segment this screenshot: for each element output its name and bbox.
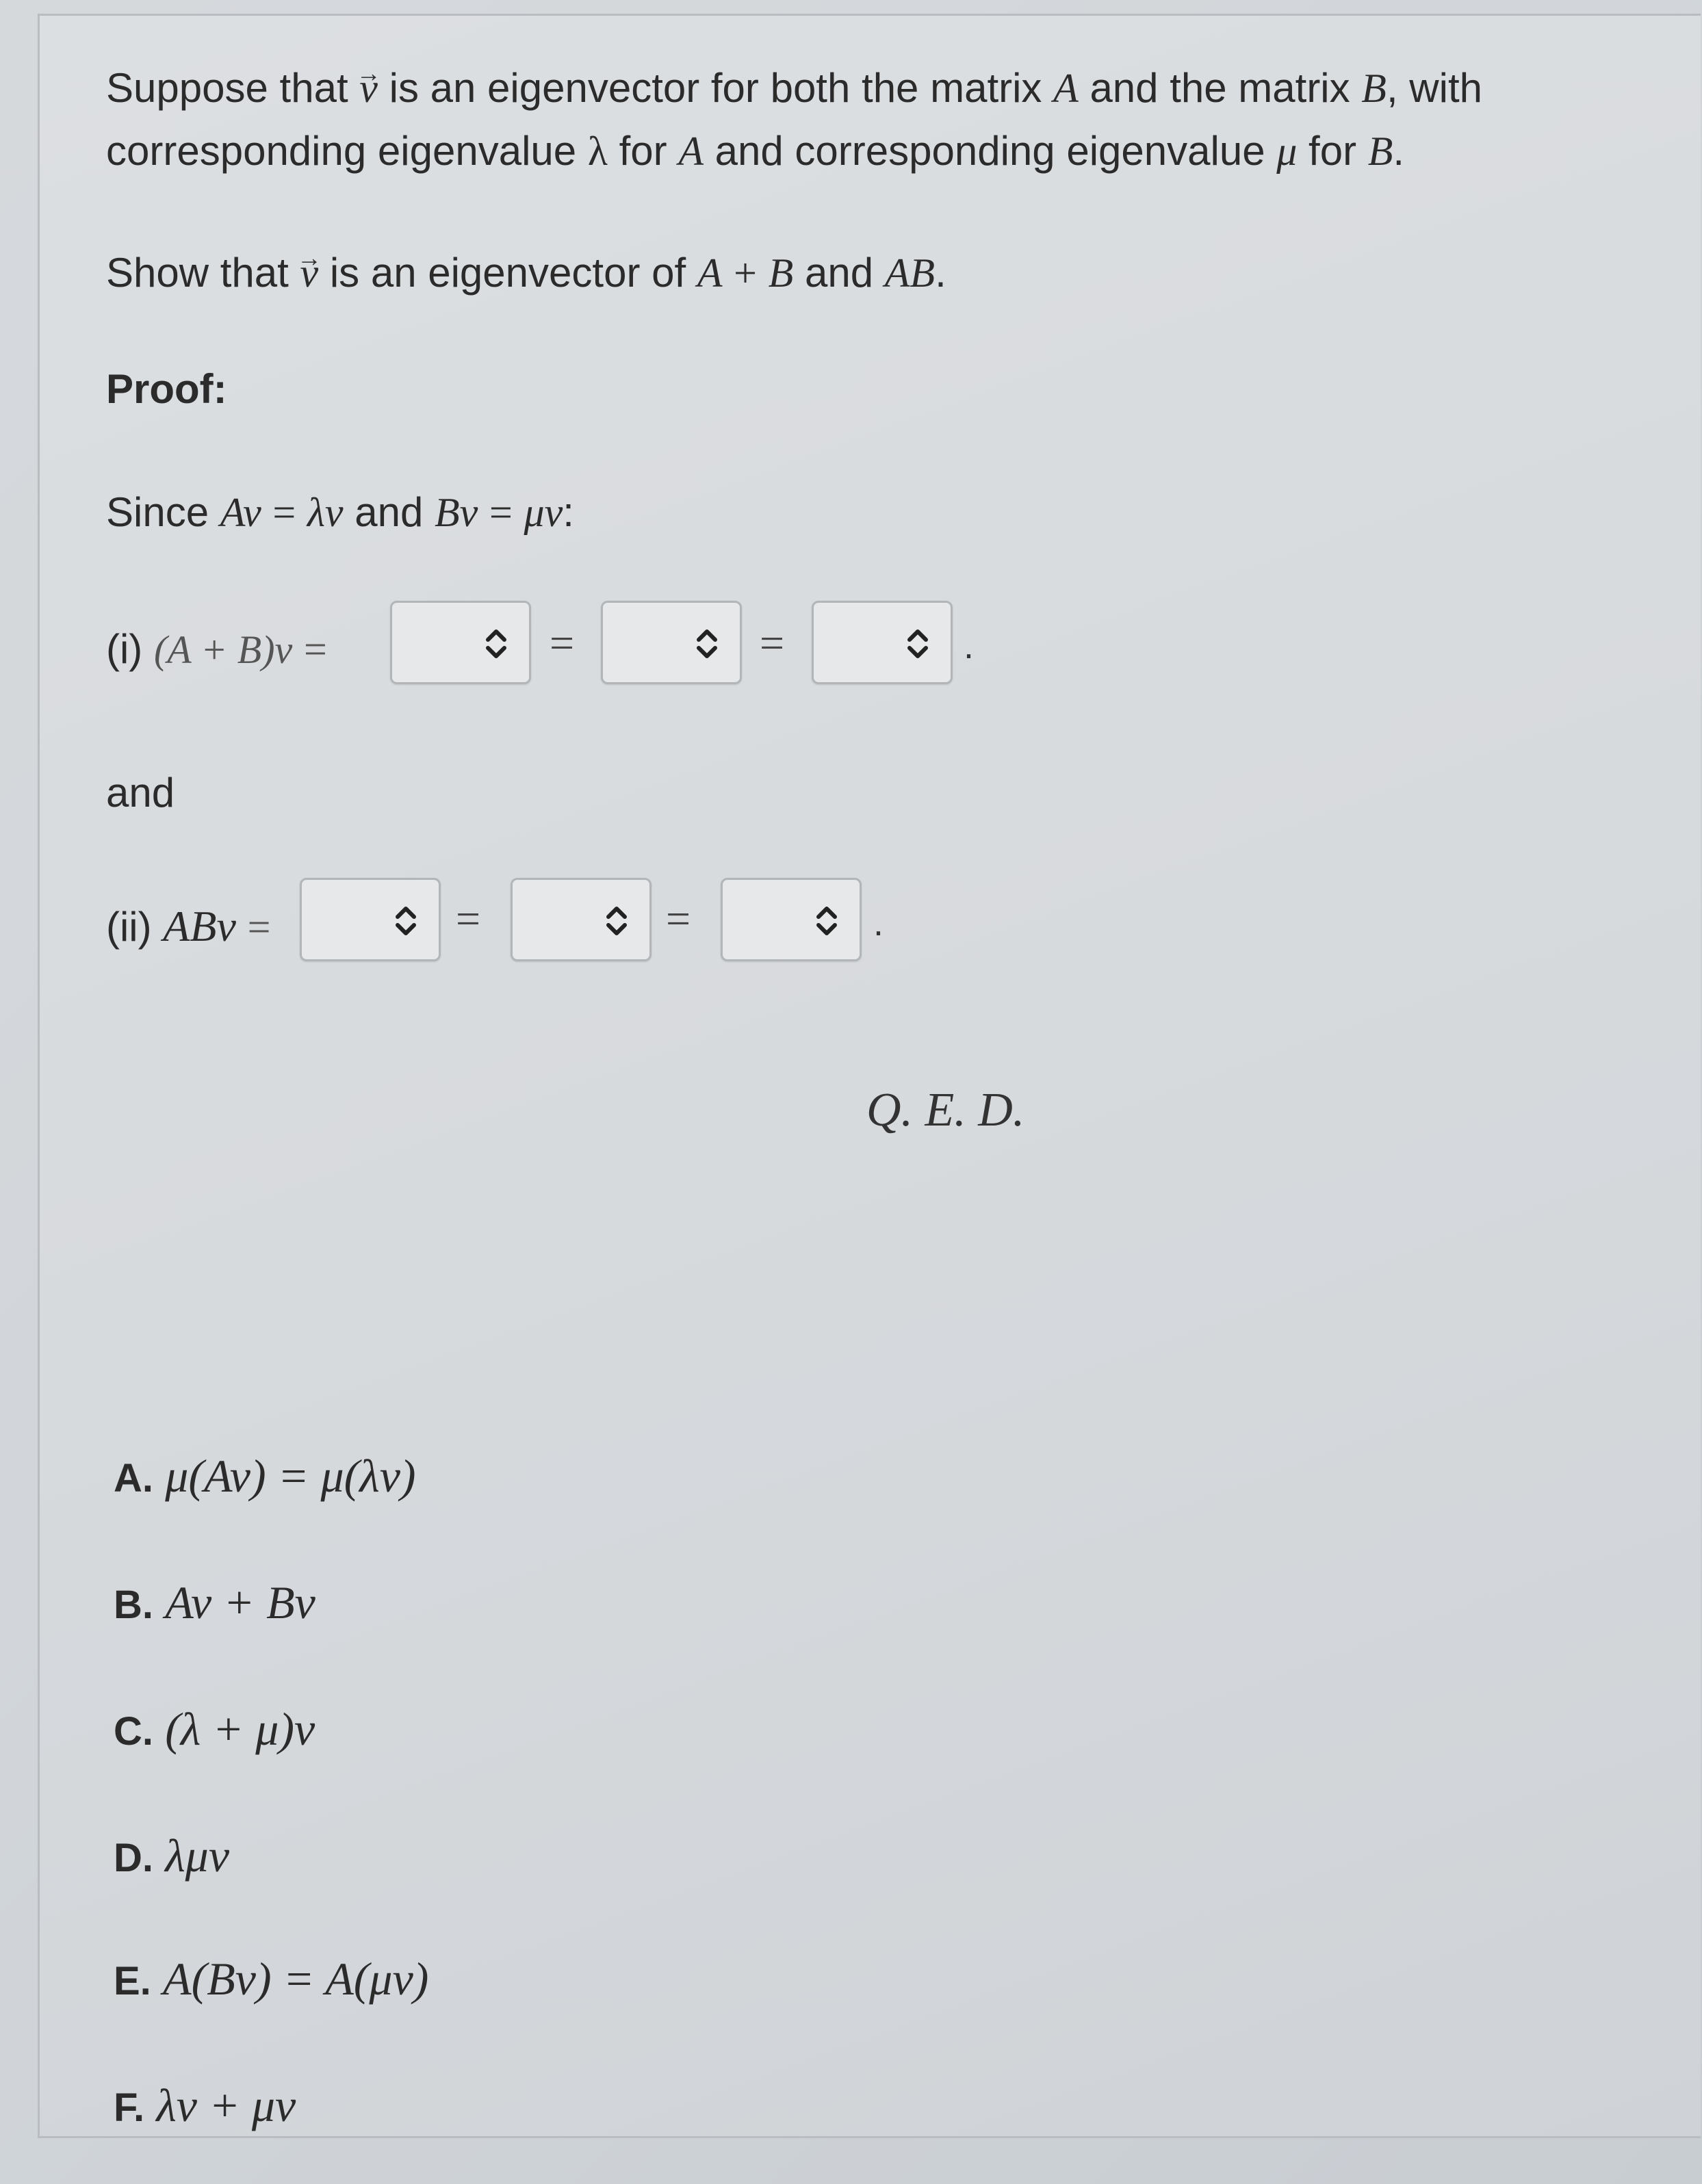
- equals-sign: =: [272, 490, 296, 535]
- step-i-label-row: [106, 618, 327, 681]
- mu-symbol: μ: [1276, 129, 1298, 174]
- step-i-label: (i): [106, 626, 143, 672]
- chevron-updown-icon: [693, 623, 721, 664]
- equals-sign: =: [666, 894, 691, 943]
- equals-sign: =: [456, 894, 481, 943]
- problem-text: .: [1393, 128, 1405, 174]
- plus-symbol: +: [734, 250, 757, 296]
- option-f: [114, 2079, 296, 2133]
- matrix-b: B: [768, 250, 794, 296]
- period: .: [873, 902, 884, 944]
- since-and: and: [354, 489, 424, 535]
- problem-text: , with: [1386, 65, 1482, 111]
- problem-text: for: [1308, 128, 1357, 174]
- problem-text: and: [804, 250, 874, 296]
- problem-line-1: [106, 57, 1482, 120]
- problem-text: and corresponding eigenvalue: [714, 128, 1265, 174]
- option-e: [114, 1952, 428, 2006]
- step-i-dropdown-1[interactable]: [390, 601, 531, 684]
- chevron-updown-icon: [813, 900, 840, 941]
- option-expression: (λ + μ)v: [165, 1703, 315, 1755]
- option-letter: B.: [114, 1583, 153, 1627]
- option-expression: A(Bv) = A(μv): [163, 1953, 429, 2005]
- vector-v: → v: [359, 57, 378, 120]
- equals-sign: =: [303, 627, 327, 672]
- problem-text: and the matrix: [1089, 65, 1350, 111]
- chevron-updown-icon: [603, 900, 630, 941]
- problem-text: .: [935, 250, 946, 296]
- step-i-lhs: (A + B)v: [153, 627, 293, 672]
- option-letter: D.: [114, 1836, 153, 1880]
- show-statement: [106, 242, 946, 304]
- option-expression: λv + μv: [156, 2079, 296, 2131]
- chevron-updown-icon: [904, 623, 931, 664]
- step-ii-dropdown-3[interactable]: [721, 878, 862, 961]
- problem-text: Show that: [106, 250, 289, 296]
- option-letter: F.: [114, 2085, 145, 2130]
- equals-sign: =: [489, 490, 513, 535]
- step-ii-lhs: ABv: [163, 902, 236, 950]
- option-a: [114, 1449, 416, 1503]
- colon: :: [563, 489, 574, 535]
- matrix-a: A: [1053, 66, 1079, 111]
- step-ii-dropdown-2[interactable]: [511, 878, 652, 961]
- problem-text: corresponding eigenvalue: [106, 128, 577, 174]
- step-ii-dropdown-1[interactable]: [300, 878, 441, 961]
- eq1-rhs: λv: [307, 490, 344, 535]
- eq2-lhs: Bv: [435, 490, 478, 535]
- proof-heading: Proof:: [106, 366, 227, 412]
- problem-text: is an eigenvector of: [329, 250, 686, 296]
- step-ii-label: (ii): [106, 904, 152, 950]
- qed-label: Q. E. D.: [866, 1084, 1025, 1136]
- step-ii-label-row: [106, 895, 270, 959]
- option-c: [114, 1702, 315, 1756]
- problem-text: for: [619, 128, 667, 174]
- step-i-dropdown-2[interactable]: [601, 601, 742, 684]
- matrix-a: A: [697, 250, 723, 296]
- question-panel: [38, 14, 1701, 2138]
- option-letter: C.: [114, 1709, 153, 1754]
- matrix-a: A: [678, 129, 704, 174]
- option-expression: μ(Av) = μ(λv): [165, 1450, 416, 1502]
- option-expression: λμv: [165, 1830, 229, 1882]
- problem-text: is an eigenvector for both the matrix: [389, 65, 1042, 111]
- period: .: [964, 625, 975, 666]
- option-b: [114, 1576, 315, 1630]
- eq1-lhs: Av: [220, 490, 261, 535]
- equals-sign: =: [550, 619, 575, 667]
- lambda-symbol: λ: [587, 129, 608, 174]
- step-i-dropdown-3[interactable]: [812, 601, 953, 684]
- equals-sign: =: [760, 619, 785, 667]
- matrix-b: B: [1367, 129, 1393, 174]
- option-d: [114, 1829, 229, 1883]
- since-line: [106, 481, 574, 544]
- connector-and: and: [106, 770, 175, 816]
- chevron-updown-icon: [392, 900, 420, 941]
- problem-line-2: [106, 120, 1404, 183]
- vector-v: → v: [300, 242, 319, 304]
- option-letter: A.: [114, 1456, 153, 1500]
- option-letter: E.: [114, 1959, 151, 2003]
- equals-sign: =: [247, 905, 271, 950]
- option-expression: Av + Bv: [165, 1576, 315, 1628]
- since-label: Since: [106, 489, 209, 535]
- eq2-rhs: μv: [524, 490, 563, 535]
- matrix-product-ab: AB: [884, 250, 936, 296]
- chevron-updown-icon: [482, 623, 510, 664]
- matrix-b: B: [1361, 66, 1387, 111]
- problem-text: Suppose that: [106, 65, 348, 111]
